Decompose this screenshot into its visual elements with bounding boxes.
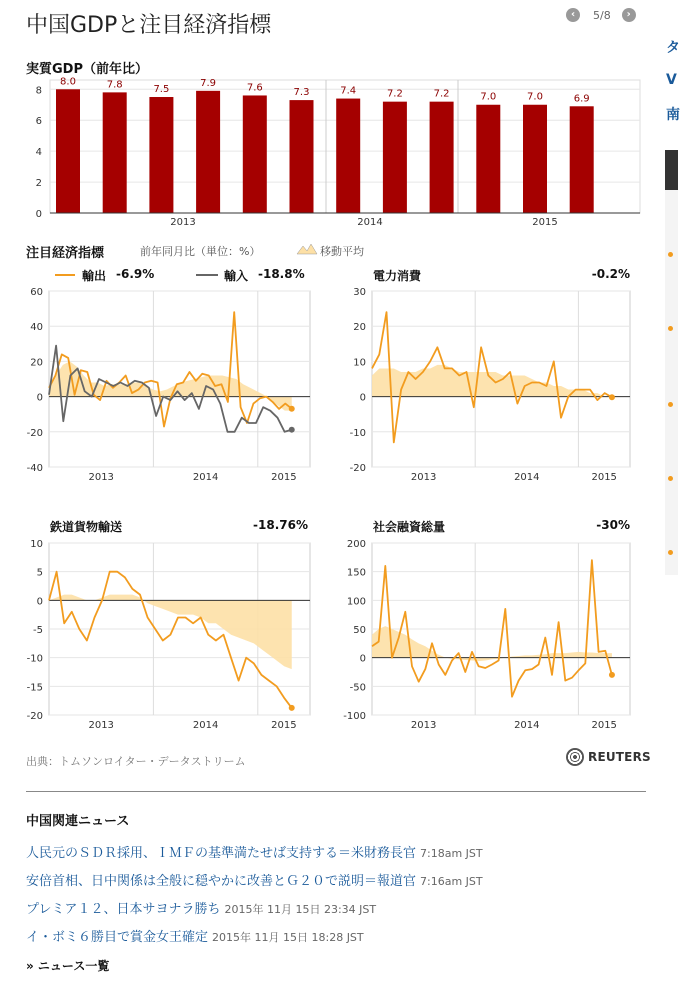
- gdp-data-label: 7.4: [340, 85, 357, 97]
- rail-value: -18.76%: [253, 518, 308, 532]
- unit-note: 前年同月比（単位：%）: [140, 245, 261, 258]
- reuters-wordmark: REUTERS: [588, 750, 651, 764]
- gdp-data-label: 8.0: [60, 76, 76, 88]
- power-ytick-label: 0: [359, 392, 366, 404]
- trade-xtick-label: 2014: [192, 472, 219, 483]
- export-value: -6.9%: [116, 267, 155, 281]
- news-link[interactable]: プレミア１２、日本サヨナラ勝ち: [26, 902, 221, 917]
- gdp-title: 実質GDP（前年比）: [26, 62, 148, 77]
- finance-ytick-label: 150: [346, 567, 366, 579]
- gdp-data-label: 6.9: [573, 93, 590, 105]
- more-news-link[interactable]: » ニュース一覧: [26, 959, 110, 973]
- gdp-ytick-label: 2: [35, 178, 42, 190]
- news-link[interactable]: 人民元のＳＤＲ採用、ＩＭＦの基準満たせば支持する＝米財務長官: [26, 846, 417, 861]
- strip-panel: [665, 190, 678, 575]
- strip-header-block: [665, 150, 678, 190]
- source-note: 出典：トムソンロイター・データストリーム: [26, 755, 246, 768]
- gdp-data-label: 7.3: [293, 87, 310, 99]
- news-item[interactable]: [26, 929, 656, 957]
- news-item[interactable]: [26, 901, 656, 929]
- power-ytick-label: -10: [349, 427, 366, 439]
- strip-link[interactable]: タ: [666, 40, 680, 56]
- finance-ytick-label: 200: [346, 539, 366, 550]
- news-time: 2015年 11月 15日 18:28 JST: [212, 931, 364, 944]
- rail-ytick-label: 5: [36, 567, 43, 579]
- gdp-data-label: 7.2: [386, 88, 403, 100]
- trade-ytick-label: 40: [30, 322, 43, 334]
- gdp-data-label: 7.2: [433, 88, 450, 100]
- gdp-xtick-label: 2015: [532, 217, 558, 228]
- finance-ytick-label: 0: [359, 653, 366, 665]
- import-value: -18.8%: [258, 267, 305, 281]
- news-item[interactable]: [26, 873, 656, 901]
- trade-xtick-label: 2013: [88, 472, 114, 483]
- page-indicator: 5/8: [593, 8, 611, 22]
- gdp-ytick-label: 8: [35, 85, 42, 97]
- reuters-logo: [566, 748, 651, 766]
- news-title: 中国関連ニュース: [26, 814, 130, 829]
- finance-ytick-label: 50: [353, 625, 366, 636]
- news-time: 7:16am JST: [420, 875, 483, 888]
- trade-ytick-label: -40: [26, 463, 43, 474]
- bullet-icon: [668, 402, 673, 407]
- gdp-ytick-label: 4: [35, 147, 42, 159]
- gdp-data-label: 7.6: [246, 82, 263, 94]
- rail-ytick-label: -20: [26, 711, 43, 722]
- rail-xtick-label: 2013: [88, 720, 114, 731]
- trade-ytick-label: -20: [26, 427, 43, 439]
- power-value: -0.2%: [591, 267, 630, 281]
- divider: [26, 791, 646, 792]
- news-time: 7:18am JST: [420, 847, 483, 860]
- strip-link[interactable]: 南: [666, 107, 680, 123]
- power-ytick-label: 20: [353, 322, 366, 334]
- finance-value: -30%: [596, 518, 630, 532]
- rail-xtick-label: 2015: [271, 720, 297, 731]
- reuters-dots-icon: [566, 748, 584, 766]
- power-xtick-label: 2013: [410, 472, 437, 483]
- indicators-title: 注目経済指標: [26, 246, 105, 261]
- news-link[interactable]: 安倍首相、日中関係は全般に穏やかに改善とＧ２０で説明＝報道官: [26, 874, 417, 889]
- gdp-data-label: 7.0: [480, 91, 497, 103]
- trade-ytick-label: 0: [36, 392, 43, 404]
- rail-ytick-label: -10: [26, 653, 43, 665]
- news-time: 2015年 11月 15日 23:34 JST: [224, 903, 377, 916]
- bullet-icon: [668, 550, 673, 555]
- finance-series-endpoint: [609, 672, 615, 678]
- import-label: 輸入: [224, 269, 249, 283]
- gdp-ytick-label: 6: [35, 116, 42, 128]
- gdp-data-label: 7.8: [106, 79, 123, 91]
- gdp-data-label: 7.0: [527, 91, 543, 103]
- news-item[interactable]: [26, 845, 656, 873]
- trade-xtick-label: 2015: [271, 472, 297, 483]
- gdp-data-label: 7.5: [153, 84, 170, 96]
- strip-link[interactable]: V: [666, 72, 677, 88]
- moving-average-legend: 移動平均: [320, 245, 364, 258]
- finance-xtick-label: 2014: [514, 720, 540, 731]
- news-list: [26, 845, 656, 957]
- power-xtick-label: 2015: [591, 472, 617, 483]
- finance-ytick-label: -100: [343, 711, 366, 722]
- rail-ytick-label: -15: [26, 682, 43, 694]
- rail-ytick-label: 10: [30, 539, 43, 550]
- rail-xtick-label: 2014: [192, 720, 219, 731]
- page-title: 中国GDPと注目経済指標: [26, 13, 272, 38]
- rail-ytick-label: -5: [33, 625, 43, 636]
- chevron-right-icon: ›: [626, 9, 631, 20]
- bullet-icon: [668, 326, 673, 331]
- bullet-icon: [668, 476, 673, 481]
- gdp-ytick-label: 0: [35, 209, 42, 220]
- finance-series-line: [372, 560, 612, 697]
- trade-ytick-label: 20: [30, 357, 43, 369]
- trade-ytick-label: 60: [30, 287, 43, 298]
- news-link[interactable]: イ・ボミ６勝目で賞金女王確定: [26, 930, 209, 945]
- finance-label: 社会融資総量: [373, 520, 446, 534]
- finance-xtick-label: 2013: [410, 720, 437, 731]
- right-sidebar: [655, 0, 678, 988]
- rail-label: 鉄道貨物輸送: [50, 520, 123, 534]
- chevron-left-icon: ‹: [570, 9, 576, 20]
- finance-xtick-label: 2015: [591, 720, 617, 731]
- power-ytick-label: 30: [353, 287, 366, 298]
- export-label: 輸出: [82, 269, 107, 283]
- gdp-xtick-label: 2013: [170, 217, 196, 228]
- finance-ytick-label: 100: [346, 596, 366, 608]
- gdp-xtick-label: 2014: [357, 217, 383, 228]
- power-label: 電力消費: [373, 269, 422, 283]
- bullet-icon: [668, 252, 673, 257]
- power-ytick-label: -20: [349, 463, 366, 474]
- finance-ytick-label: -50: [349, 682, 366, 694]
- power-xtick-label: 2014: [514, 472, 540, 483]
- gdp-data-label: 7.9: [200, 77, 217, 89]
- power-ytick-label: 10: [353, 357, 366, 369]
- rail-ytick-label: 0: [36, 596, 43, 608]
